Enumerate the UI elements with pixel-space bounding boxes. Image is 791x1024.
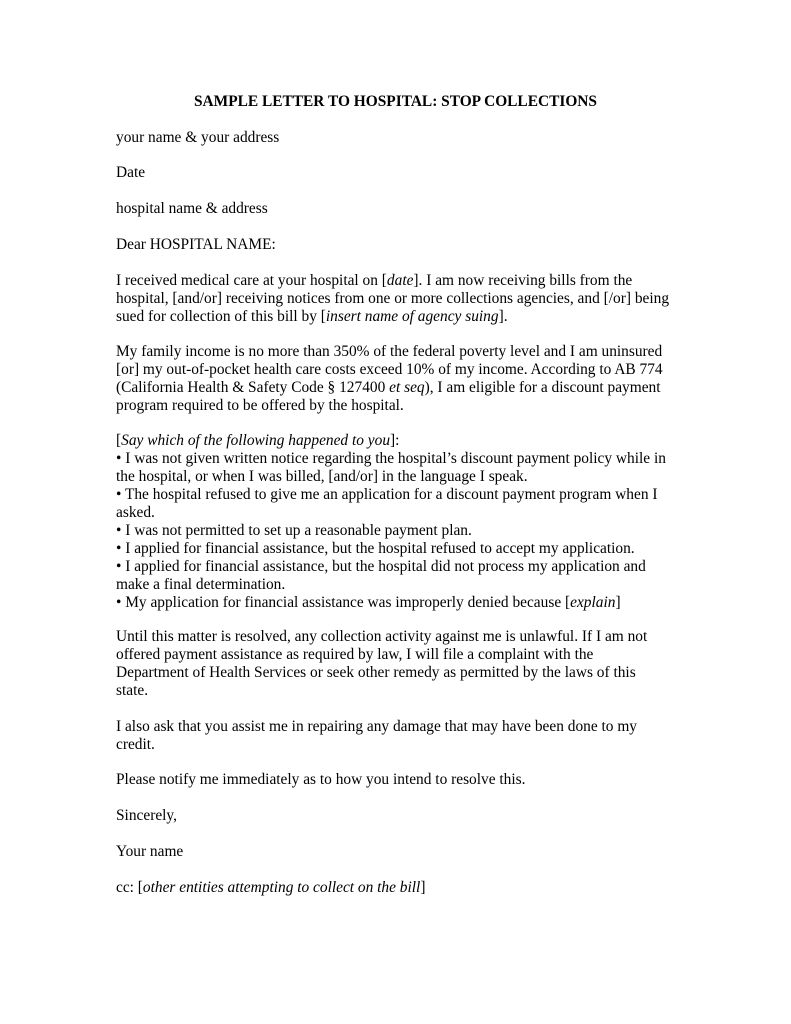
sender-address: your name & your address bbox=[116, 129, 280, 146]
list-instruction: Say which of the following happened to you bbox=[121, 432, 391, 449]
list-item-continued: asked. bbox=[116, 504, 155, 521]
paragraph-2-line-2: [or] my out-of-pocket health care costs exceed 10% of my income. According to AB 774 bbox=[116, 361, 663, 378]
paragraph-1-line-1: I received medical care at your hospital on [date]. I am now receiving bills from the bbox=[116, 272, 633, 289]
paragraph-4-line-2: offered payment assistance as required by law, I will file a complaint with the bbox=[116, 646, 594, 663]
signature: Your name bbox=[116, 843, 184, 860]
salutation: Dear HOSPITAL NAME: bbox=[116, 236, 276, 253]
list-item: • My application for financial assistance was improperly denied because [explain] bbox=[116, 594, 621, 611]
paragraph-4-line-4: state. bbox=[116, 682, 149, 699]
paragraph-2-line-4: program required to be offered by the hospital. bbox=[116, 397, 404, 414]
paragraph-5-line-1: I also ask that you assist me in repairing any damage that may have been done to my bbox=[116, 718, 637, 735]
recipient-address: hospital name & address bbox=[116, 200, 268, 217]
list-item-continued: the hospital, or when I was billed, [and/or] in the language I speak. bbox=[116, 468, 528, 485]
paragraph-4-line-1: Until this matter is resolved, any collection activity against me is unlawful. If I am not bbox=[116, 628, 648, 645]
date-line: Date bbox=[116, 164, 146, 181]
paragraph-1-line-3: sued for collection of this bill by [insert name of agency suing]. bbox=[116, 308, 508, 325]
page-title: SAMPLE LETTER TO HOSPITAL: STOP COLLECTIONS bbox=[194, 93, 597, 110]
paragraph-4-line-3: Department of Health Services or seek other remedy as permitted by the laws of this bbox=[116, 664, 636, 681]
list-item: • I was not permitted to set up a reasonable payment plan. bbox=[116, 522, 472, 539]
paragraph-2-line-1: My family income is no more than 350% of the federal poverty level and I am uninsured bbox=[116, 343, 663, 360]
paragraph-6: Please notify me immediately as to how you intend to resolve this. bbox=[116, 771, 526, 788]
paragraph-1-line-2: hospital, [and/or] receiving notices from one or more collections agencies, and [/or] being bbox=[116, 290, 670, 307]
cc-line: cc: [other entities attempting to collect on the bill] bbox=[116, 879, 426, 896]
list-item: • I applied for financial assistance, but the hospital did not process my application and bbox=[116, 558, 646, 575]
cc-placeholder: other entities attempting to collect on the bill bbox=[142, 879, 421, 896]
closing: Sincerely, bbox=[116, 807, 177, 824]
list-item: • The hospital refused to give me an application for a discount payment program when I bbox=[116, 486, 658, 503]
paragraph-2-line-3: (California Health & Safety Code § 127400 et seq), I am eligible for a discount payment bbox=[116, 379, 661, 396]
agency-placeholder: insert name of agency suing bbox=[325, 308, 499, 325]
list-item: • I was not given written notice regarding the hospital’s discount payment policy while in bbox=[116, 450, 666, 467]
list-item: • I applied for financial assistance, but the hospital refused to accept my application. bbox=[116, 540, 635, 557]
et-seq: et seq bbox=[389, 379, 425, 396]
list-intro: [Say which of the following happened to you]: bbox=[116, 432, 400, 449]
explain-placeholder: explain bbox=[570, 594, 616, 611]
date-placeholder: date bbox=[386, 272, 414, 289]
paragraph-5-line-2: credit. bbox=[116, 736, 155, 753]
list-item-continued: make a final determination. bbox=[116, 576, 286, 593]
